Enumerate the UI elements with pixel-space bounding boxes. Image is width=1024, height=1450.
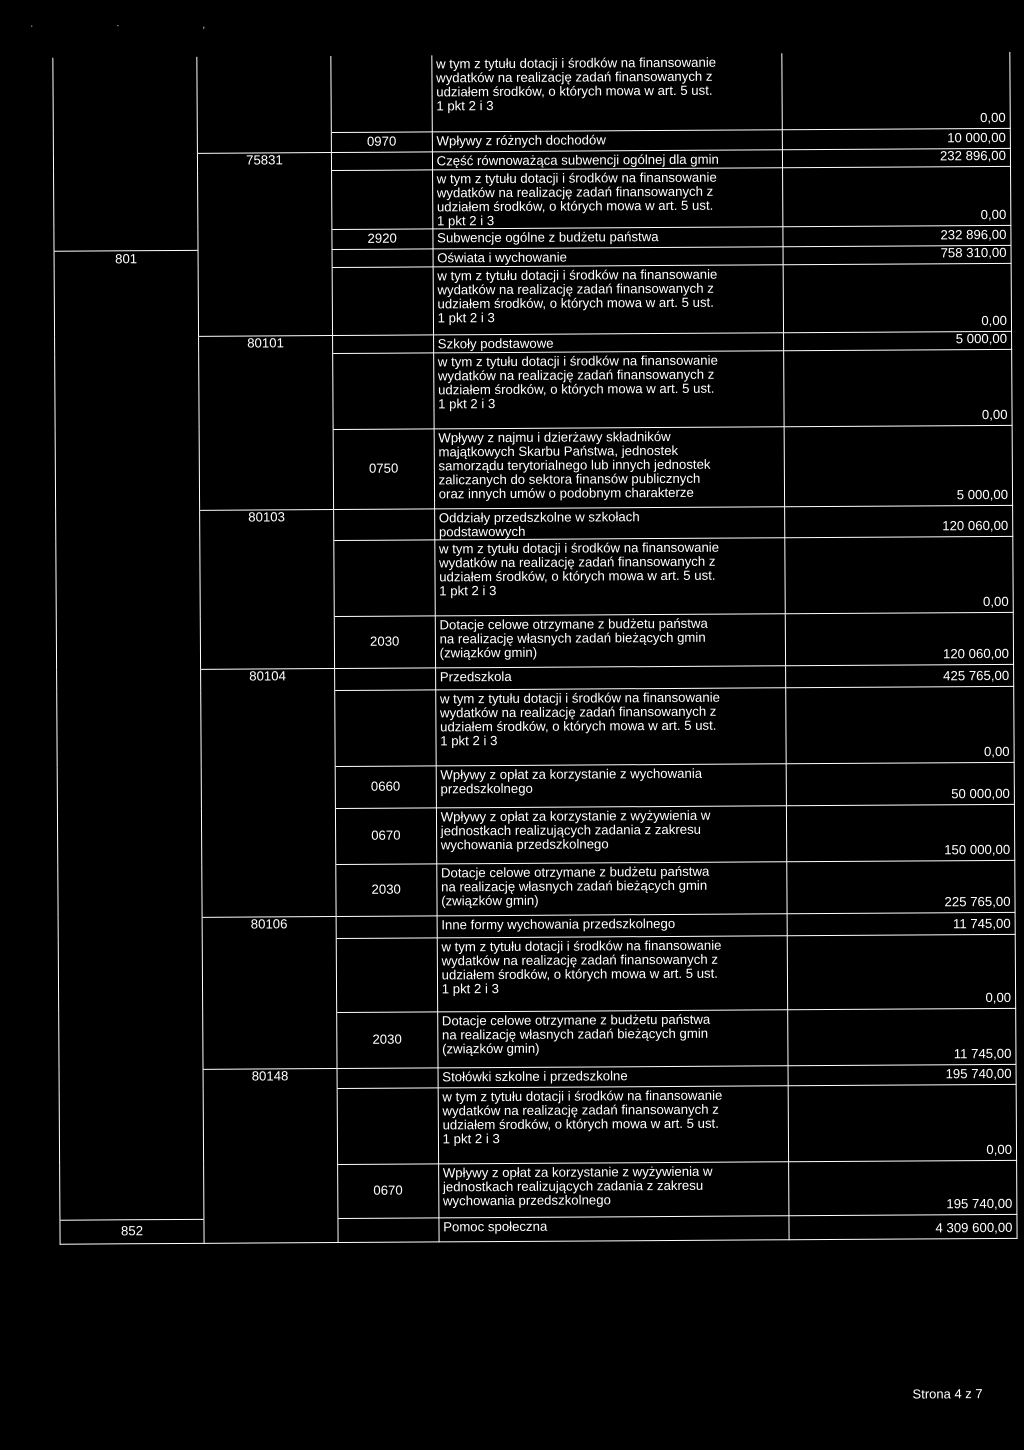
description-cell-text: Stołówki szkolne i przedszkolne xyxy=(442,1067,628,1084)
amount-cell-text: 150 000,00 xyxy=(944,841,1011,857)
table-row xyxy=(58,934,1015,1014)
dzial-cell xyxy=(53,153,197,172)
rozdzial-cell xyxy=(203,1088,337,1165)
description-cell-text: w tym z tytułu dotacji i środków na finansowanie wydatków na realizację zadań finansowanych z udziałem środków, o których mowa w art. 5 ust. 1 pkt 2 i 3 xyxy=(441,937,722,996)
amount-cell xyxy=(782,166,1011,226)
amount-cell-text: 0,00 xyxy=(983,743,1010,759)
table-row xyxy=(59,1008,1016,1070)
description-cell xyxy=(437,913,787,937)
description-cell-text: w tym z tytułu dotacji i środków na finansowanie wydatków na realizację zadań finansowanych z udziałem środków, o których mowa w art. 5 ust. 1 pkt 2 i 3 xyxy=(436,54,717,114)
description-cell-text: Oświata i wychowanie xyxy=(437,249,568,265)
rozdzial-cell-text: 75831 xyxy=(246,151,283,168)
description-cell-text: Szkoły podstawowe xyxy=(437,335,554,351)
description-cell xyxy=(432,149,782,169)
paragraf-cell xyxy=(331,55,432,132)
description-cell-text: Wpływy z różnych dochodów xyxy=(436,131,606,148)
description-cell-text: Oddziały przedszkolne w szkołach podstawowych xyxy=(438,508,640,539)
description-cell-text: w tym z tytułu dotacji i środków na finansowanie wydatków na realizację zadań finansowanych z udziałem środków, o których mowa w art. 5 ust. 1 pkt 2 i 3 xyxy=(438,539,720,598)
dzial-cell xyxy=(56,510,200,542)
dzial-cell xyxy=(60,1219,204,1244)
amount-cell-text: 0,00 xyxy=(981,406,1008,422)
description-cell xyxy=(438,1065,788,1087)
paragraf-cell-text: 0750 xyxy=(368,460,399,476)
amount-cell-text: 0,00 xyxy=(980,109,1006,125)
dzial-cell xyxy=(53,57,198,134)
amount-cell-text: 232 896,00 xyxy=(939,147,1007,163)
amount-cell-text: 225 765,00 xyxy=(944,893,1011,909)
amount-cell-text: 0,00 xyxy=(986,1141,1013,1157)
table-row xyxy=(55,425,1012,511)
rozdzial-cell xyxy=(202,864,336,917)
paragraf-cell xyxy=(335,807,436,864)
paragraf-cell xyxy=(337,1087,438,1164)
rozdzial-cell xyxy=(198,229,332,250)
dzial-cell xyxy=(57,691,202,768)
description-cell xyxy=(432,53,782,131)
paragraf-cell xyxy=(336,937,437,1012)
paragraf-cell-text: 0670 xyxy=(373,1182,403,1198)
description-cell xyxy=(436,861,786,915)
table-row xyxy=(56,612,1013,670)
table-row xyxy=(58,860,1015,918)
paragraf-cell xyxy=(337,1163,438,1218)
paragraf-cell xyxy=(337,1011,438,1068)
paragraf-cell xyxy=(332,248,433,267)
description-cell xyxy=(439,1215,789,1241)
paragraf-cell-text: 2030 xyxy=(369,633,400,649)
description-cell xyxy=(433,332,783,352)
paragraf-cell xyxy=(334,615,435,668)
description-cell xyxy=(435,665,785,689)
description-cell xyxy=(432,167,782,228)
description-cell-text: w tym z tytułu dotacji i środków na finansowanie wydatków na realizację zadań finansowanych z udziałem środków, o których mowa w art. 5 ust. 1 pkt 2 i 3 xyxy=(442,1087,723,1146)
table-row xyxy=(54,263,1011,337)
rozdzial-cell xyxy=(198,267,332,336)
description-cell xyxy=(436,763,786,807)
description-cell xyxy=(434,426,784,508)
amount-cell-text: 195 740,00 xyxy=(946,1195,1013,1211)
description-cell-text: Dotacje celowe otrzymane z budżetu państwa na realizację własnych zadań bieżących gmin (związków gmin) xyxy=(439,615,708,660)
paragraf-cell xyxy=(331,151,432,170)
amount-cell-text: 0,00 xyxy=(981,312,1008,328)
dzial-cell xyxy=(55,354,200,431)
dzial-cell xyxy=(55,430,200,511)
amount-cell xyxy=(787,1008,1016,1065)
rozdzial-cell-text: 80103 xyxy=(248,508,285,525)
dzial-cell xyxy=(56,617,200,670)
description-cell-text: w tym z tytułu dotacji i środków na finansowanie wydatków na realizację zadań finansowanych z udziałem środków, o których mowa w art. 5 ust. 1 pkt 2 i 3 xyxy=(437,352,718,411)
description-cell-text: Dotacje celowe otrzymane z budżetu państwa na realizację własnych zadań bieżących gmin (związków gmin) xyxy=(440,863,710,908)
description-cell xyxy=(434,537,784,615)
description-cell-text: Część równoważąca subwencji ogólnej dla gmin xyxy=(436,151,719,168)
table-row xyxy=(60,1160,1017,1220)
amount-cell-text: 50 000,00 xyxy=(951,785,1010,801)
amount-cell-text: 5 000,00 xyxy=(955,330,1008,346)
amount-cell xyxy=(786,762,1015,805)
rozdzial-cell xyxy=(200,540,334,617)
amount-cell-text: 11 745,00 xyxy=(953,1045,1012,1061)
paragraf-cell xyxy=(332,334,433,353)
amount-cell xyxy=(788,1084,1017,1161)
description-cell xyxy=(432,129,782,151)
amount-cell-text: 0,00 xyxy=(985,989,1012,1005)
scan-specks: · · , xyxy=(30,19,246,32)
description-cell-text: Subwencje ogólne z budżetu państwa xyxy=(437,228,659,245)
description-cell xyxy=(437,935,787,1011)
dzial-cell xyxy=(58,939,203,1014)
paragraf-cell xyxy=(331,169,432,229)
amount-cell xyxy=(783,349,1012,426)
amount-cell xyxy=(783,331,1012,350)
dzial-cell xyxy=(55,336,199,355)
amount-cell-text: 4 309 600,00 xyxy=(935,1219,1013,1235)
table-row xyxy=(54,166,1011,231)
paragraf-cell xyxy=(337,1067,438,1088)
table-row xyxy=(57,686,1014,768)
paragraf-cell-text: 2030 xyxy=(371,881,401,897)
description-cell xyxy=(438,1085,788,1163)
table-row xyxy=(55,349,1012,431)
paragraf-cell xyxy=(335,765,436,808)
amount-cell xyxy=(787,934,1016,1009)
rozdzial-cell xyxy=(203,1012,337,1069)
paragraf-cell-text: 0970 xyxy=(366,133,397,149)
description-cell xyxy=(434,506,784,539)
amount-cell xyxy=(781,52,1010,129)
dzial-cell xyxy=(60,1165,204,1220)
paragraf-cell-text: 0670 xyxy=(371,827,401,843)
amount-cell xyxy=(788,1160,1017,1215)
rozdzial-cell xyxy=(200,616,334,669)
amount-cell xyxy=(786,860,1015,913)
dzial-cell xyxy=(59,1069,203,1090)
amount-cell xyxy=(785,686,1014,763)
dzial-cell-text: 801 xyxy=(115,251,138,267)
amount-cell xyxy=(787,912,1016,935)
description-cell-text: Pomoc społeczna xyxy=(443,1218,548,1234)
description-cell-text: Inne formy wychowania przedszkolnego xyxy=(441,915,676,932)
description-cell xyxy=(433,264,783,334)
rozdzial-cell-text: 80148 xyxy=(251,1067,289,1084)
amount-cell xyxy=(782,128,1011,149)
dzial-cell xyxy=(58,865,202,918)
description-cell-text: w tym z tytułu dotacji i środków na finansowanie wydatków na realizację zadań finansowanych z udziałem środków, o których mowa w art. 5 ust. 1 pkt 2 i 3 xyxy=(436,169,717,228)
amount-cell xyxy=(786,804,1015,861)
description-cell-text: Wpływy z opłat za korzystanie z wyżywienia w jednostkach realizujących zadania z zakresu wychowania przedszkolnego xyxy=(442,1163,713,1208)
paragraf-cell xyxy=(332,266,433,335)
dzial-cell xyxy=(58,917,202,940)
amount-cell xyxy=(785,664,1014,687)
amount-cell-text: 120 060,00 xyxy=(942,645,1010,661)
rozdzial-cell xyxy=(201,668,335,691)
table-row xyxy=(56,536,1013,618)
rozdzial-cell xyxy=(202,916,336,939)
table-row xyxy=(53,52,1010,134)
paragraf-cell xyxy=(331,131,432,152)
rozdzial-cell xyxy=(204,1218,338,1243)
paragraf-cell xyxy=(332,352,433,429)
amount-cell xyxy=(782,148,1011,167)
description-cell xyxy=(433,246,783,266)
paragraf-cell xyxy=(335,689,436,766)
amount-cell xyxy=(784,536,1013,613)
rozdzial-cell-text: 80104 xyxy=(249,667,286,684)
description-cell xyxy=(435,687,785,765)
rozdzial-cell xyxy=(204,1164,338,1219)
rozdzial-cell xyxy=(198,170,332,230)
dzial-cell xyxy=(57,767,201,810)
paragraf-cell xyxy=(333,508,434,540)
paragraf-cell xyxy=(338,1217,439,1242)
rozdzial-cell-text: 80106 xyxy=(250,915,288,932)
amount-cell-text: 0,00 xyxy=(980,206,1007,222)
dzial-cell xyxy=(54,268,198,337)
rozdzial-cell xyxy=(197,56,331,133)
amount-cell-text: 0,00 xyxy=(982,593,1009,609)
rozdzial-cell xyxy=(201,766,335,809)
description-cell xyxy=(433,350,783,428)
amount-cell xyxy=(785,612,1014,665)
dzial-cell xyxy=(54,171,198,231)
rozdzial-cell xyxy=(203,1068,337,1089)
amount-cell-text: 120 060,00 xyxy=(942,517,1009,533)
table-row xyxy=(57,804,1014,866)
paragraf-cell-text: 0660 xyxy=(370,778,401,794)
rozdzial-cell-text: 80101 xyxy=(247,334,284,351)
description-cell-text: Wpływy z opłat za korzystanie z wychowania przedszkolnego xyxy=(440,765,703,796)
dzial-cell xyxy=(56,541,201,618)
rozdzial-cell xyxy=(198,249,332,268)
dzial-cell xyxy=(59,1089,204,1166)
rozdzial-cell xyxy=(197,152,331,171)
amount-cell xyxy=(788,1064,1017,1085)
amount-cell xyxy=(782,225,1011,246)
amount-cell xyxy=(784,425,1013,506)
dzial-cell xyxy=(54,230,198,251)
dzial-cell xyxy=(59,1013,203,1070)
paragraf-cell-text: 2920 xyxy=(367,230,397,246)
budget-table xyxy=(52,52,1017,1244)
description-cell-text: Wpływy z opłat za korzystanie z wyżywienia w jednostkach realizujących zadania z zakresu wychowania przedszkolnego xyxy=(440,807,711,852)
paragraf-cell xyxy=(336,863,437,916)
rozdzial-cell xyxy=(199,429,333,510)
rozdzial-cell xyxy=(202,938,336,1013)
amount-cell xyxy=(784,505,1013,537)
paragraf-cell xyxy=(334,667,435,690)
rozdzial-cell xyxy=(199,353,333,430)
description-cell-text: Wpływy z najmu i dzierżawy składników majątkowych Skarbu Państwa, jednostek samorządu terytorialnego lub innych jednostek zaliczanych do sektora finansów publicznych oraz innych umów o podobnym charakterze xyxy=(438,428,711,501)
dzial-cell xyxy=(57,669,201,692)
description-cell-text: w tym z tytułu dotacji i środków na finansowanie wydatków na realizację zadań finansowanych z udziałem środków, o których mowa w art. 5 ust. 1 pkt 2 i 3 xyxy=(439,689,720,748)
description-cell xyxy=(438,1161,788,1217)
rozdzial-cell xyxy=(199,335,333,354)
description-cell xyxy=(436,805,786,863)
table-row xyxy=(60,1214,1017,1244)
description-cell xyxy=(433,226,783,248)
amount-cell-text: 5 000,00 xyxy=(956,486,1009,502)
paragraf-cell-text: 2030 xyxy=(372,1031,402,1047)
amount-cell-text: 11 745,00 xyxy=(952,915,1011,931)
page-number: Strona 4 z 7 xyxy=(912,1386,983,1402)
rozdzial-cell xyxy=(200,509,334,541)
paragraf-cell xyxy=(332,228,433,249)
amount-cell xyxy=(783,245,1012,264)
amount-cell-text: 10 000,00 xyxy=(947,129,1006,145)
amount-cell-text: 195 740,00 xyxy=(945,1065,1012,1081)
paragraf-cell xyxy=(333,428,434,509)
rozdzial-cell xyxy=(201,690,335,767)
table-row xyxy=(57,762,1014,810)
budget-table-body xyxy=(53,52,1017,1244)
description-cell-text: Przedszkola xyxy=(439,668,512,684)
dzial-cell xyxy=(54,250,198,269)
table-row xyxy=(59,1084,1016,1166)
description-cell xyxy=(435,613,785,667)
rozdzial-cell xyxy=(201,808,335,865)
description-cell-text: Dotacje celowe otrzymane z budżetu państwa na realizację własnych zadań bieżących gmin (związków gmin) xyxy=(441,1011,711,1056)
amount-cell xyxy=(783,263,1012,332)
paragraf-cell xyxy=(336,915,437,938)
amount-cell-text: 425 765,00 xyxy=(943,667,1010,683)
description-cell-text: w tym z tytułu dotacji i środków na finansowanie wydatków na realizację zadań finansowanych z udziałem środków, o których mowa w art. 5 ust. 1 pkt 2 i 3 xyxy=(437,266,718,325)
amount-cell xyxy=(788,1214,1017,1239)
dzial-cell xyxy=(53,133,197,154)
dzial-cell xyxy=(57,809,201,866)
paragraf-cell xyxy=(334,539,435,616)
dzial-cell-text: 852 xyxy=(120,1223,144,1239)
description-cell xyxy=(437,1009,787,1067)
amount-cell-text: 232 896,00 xyxy=(940,226,1007,242)
rozdzial-cell xyxy=(197,132,331,153)
amount-cell-text: 758 310,00 xyxy=(940,244,1007,260)
